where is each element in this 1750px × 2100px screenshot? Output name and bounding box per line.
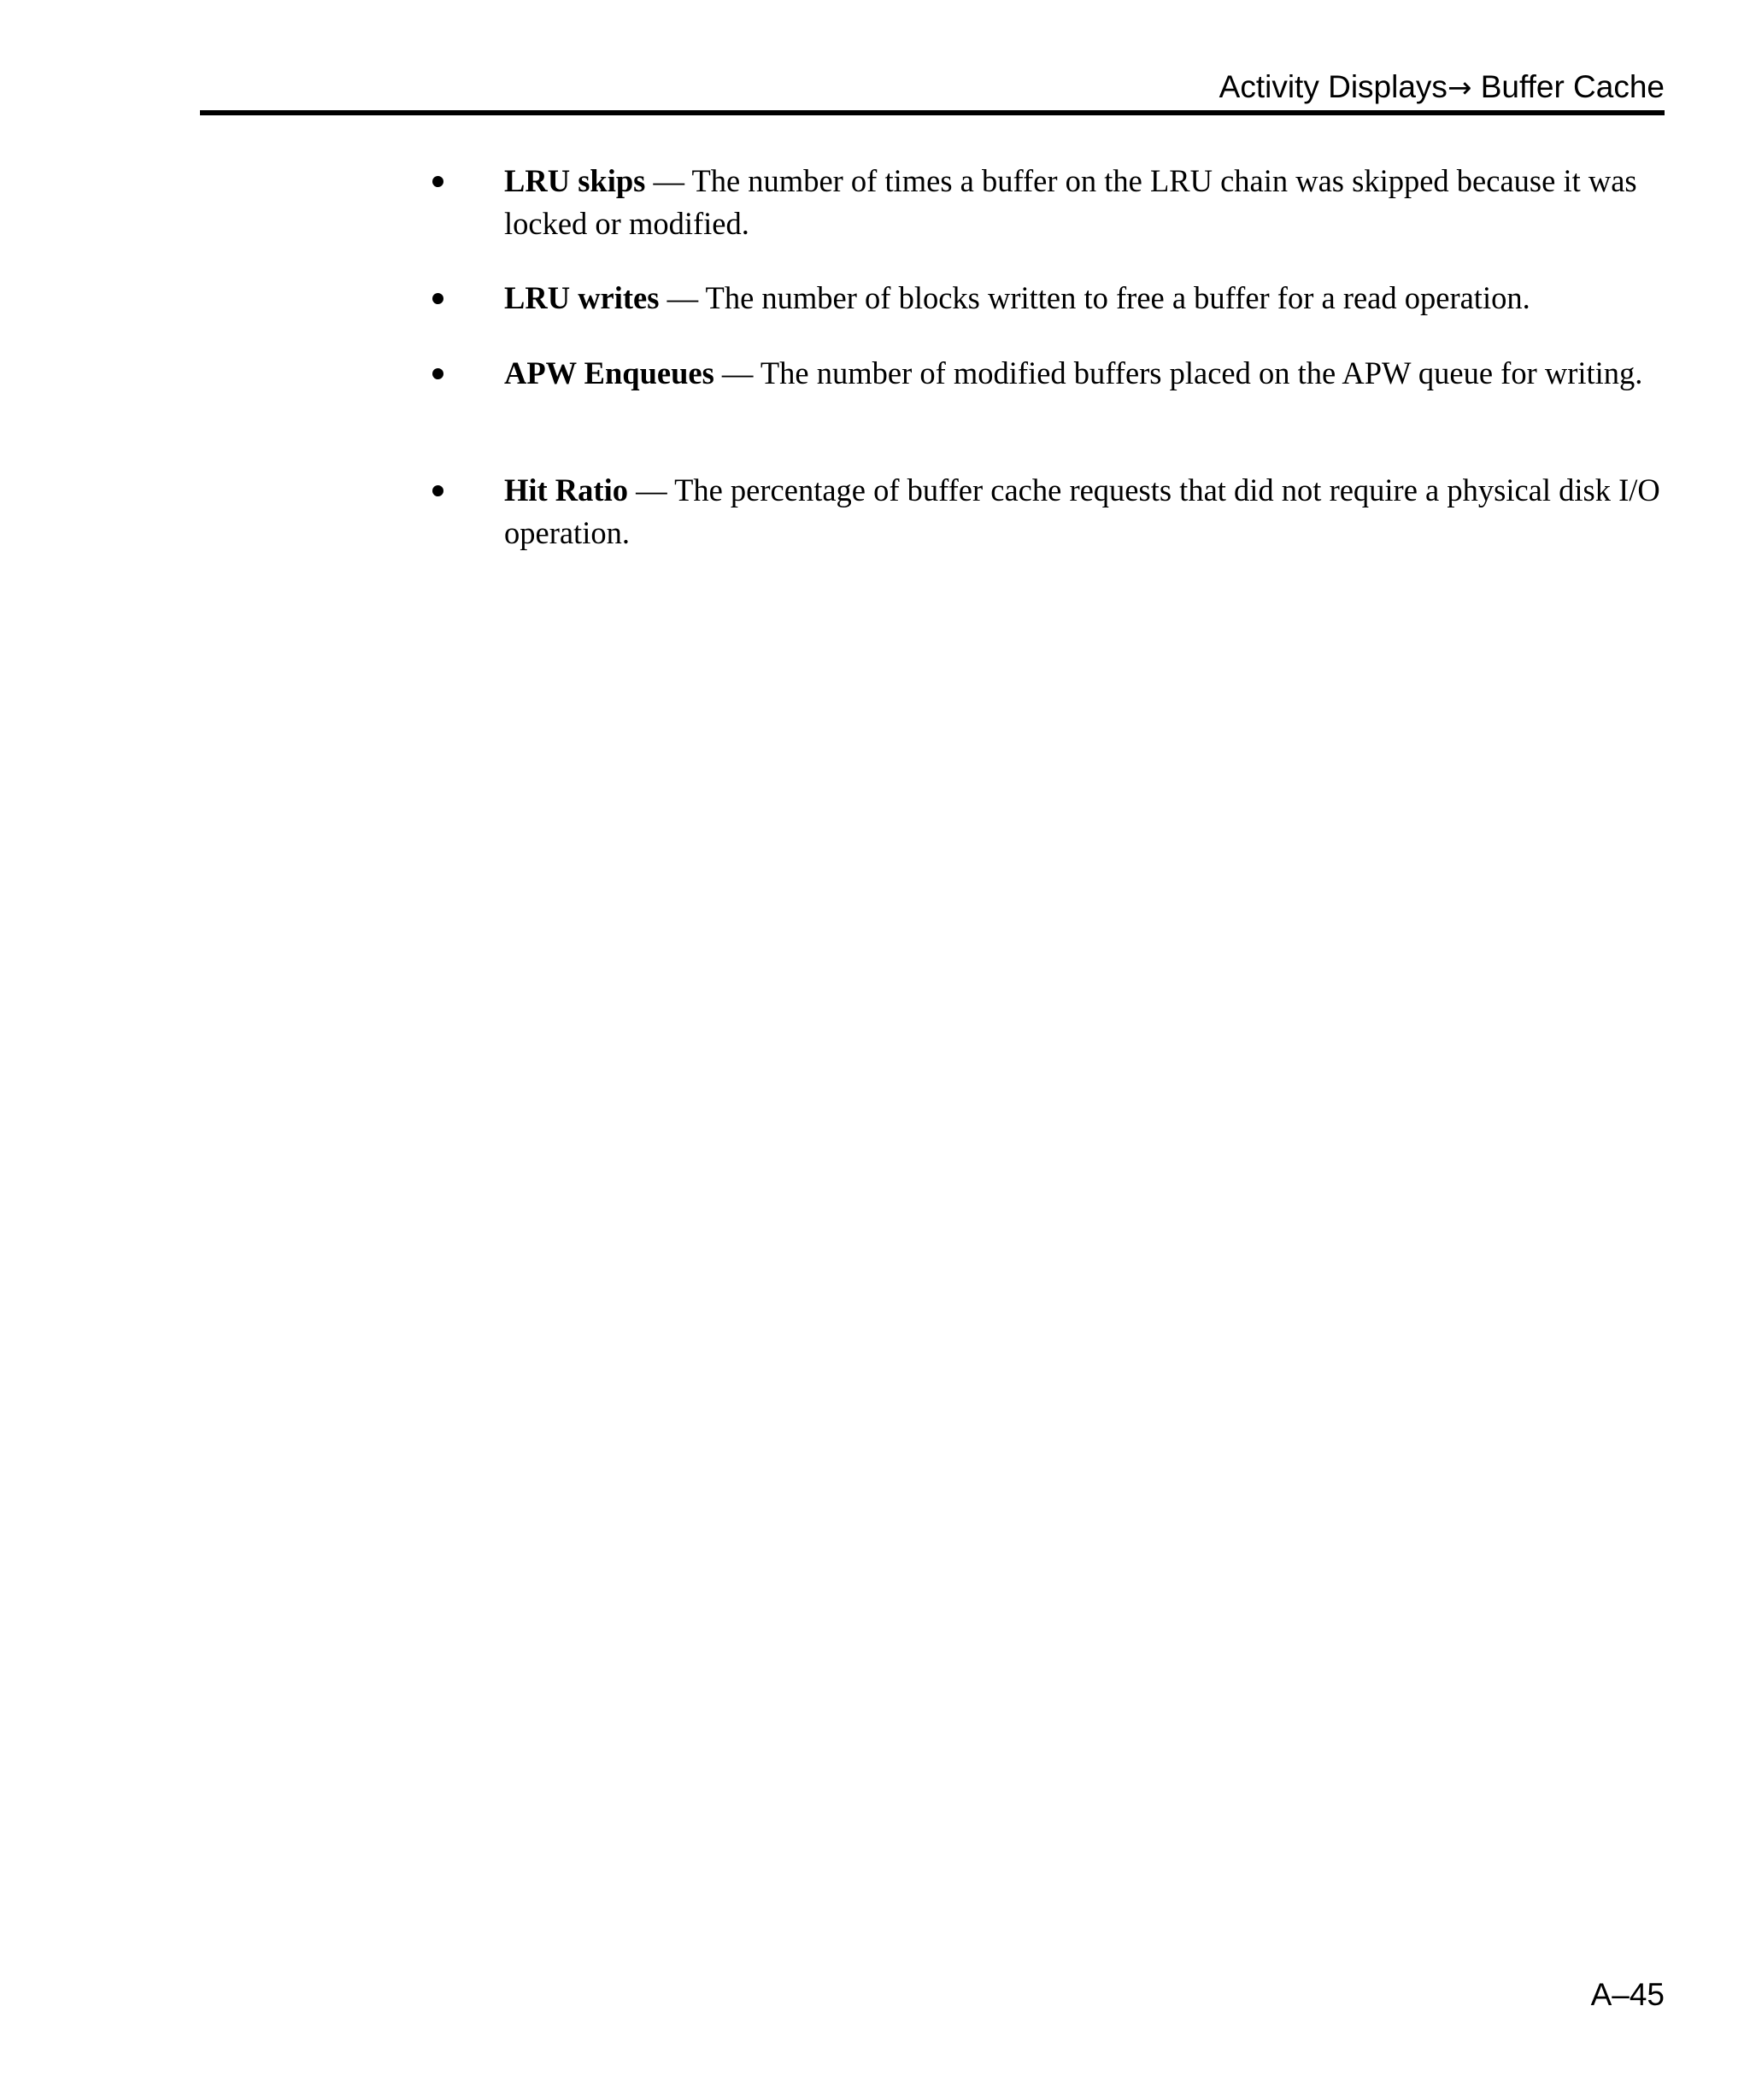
item-separator: — xyxy=(645,163,692,198)
item-separator: — xyxy=(659,280,706,315)
list-item xyxy=(504,160,1671,245)
bullet-icon xyxy=(432,293,443,304)
bullet-icon xyxy=(432,485,443,496)
header-section: Activity Displays xyxy=(1219,69,1448,104)
bullet-icon xyxy=(432,368,443,379)
item-description: The percentage of buffer cache requests that did not require a physical disk I/O operation. xyxy=(504,472,1660,550)
header-rule xyxy=(200,110,1665,115)
item-description: The number of blocks written to free a buffer for a read operation. xyxy=(705,280,1530,315)
item-description: The number of times a buffer on the LRU chain was skipped because it was locked or modified. xyxy=(504,163,1637,241)
list-item xyxy=(504,469,1671,554)
item-term: LRU writes xyxy=(504,280,660,315)
item-term: APW Enqueues xyxy=(504,355,714,390)
item-term: LRU skips xyxy=(504,163,646,198)
arrow-icon: → xyxy=(1447,71,1472,105)
bullet-icon xyxy=(432,176,443,187)
page-number: A–45 xyxy=(1590,1977,1665,2012)
list-item xyxy=(504,352,1671,395)
header-subsection: Buffer Cache xyxy=(1480,69,1665,104)
item-separator: — xyxy=(714,355,760,390)
item-description: The number of modified buffers placed on the APW queue for writing. xyxy=(760,355,1643,390)
list-item xyxy=(504,277,1671,320)
item-term: Hit Ratio xyxy=(504,472,628,507)
item-separator: — xyxy=(627,472,675,507)
running-header xyxy=(200,67,1665,109)
